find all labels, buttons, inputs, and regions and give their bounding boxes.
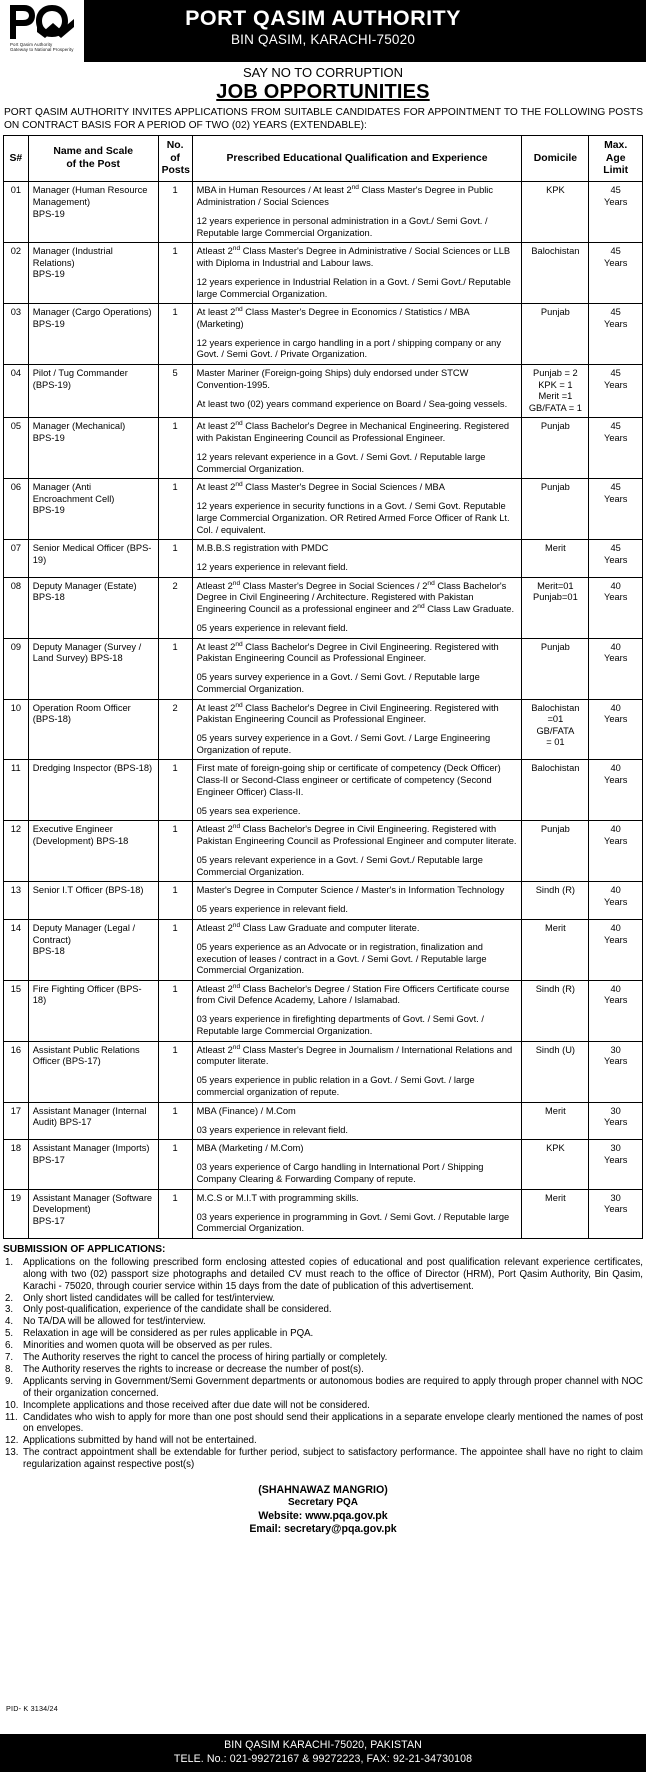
submission-section [3, 1243, 643, 1471]
rule-number: 12. [5, 1435, 19, 1447]
cell-no-of-posts: 1 [158, 980, 192, 1041]
rule-text: Candidates who wish to apply for more than one post should send their applications in a separate envelope clearly mentioned the names of post on envelopes. [23, 1411, 643, 1435]
submission-rule-item [3, 1304, 643, 1316]
col-header-post-line2: of the Post [66, 158, 120, 170]
rule-number: 6. [5, 1340, 14, 1352]
cell-domicile: KPK [522, 1140, 589, 1189]
rule-text: Incomplete applications and those received after due date will not be considered. [23, 1399, 370, 1411]
page-title: JOB OPPORTUNITIES [216, 81, 430, 103]
rule-text: The Authority reserves the right to cancel the process of hiring partially or completely. [23, 1352, 388, 1364]
table-header-row [4, 136, 643, 182]
submission-title: SUBMISSION OF APPLICATIONS: [3, 1243, 166, 1255]
cell-qualification: Master's Degree in Computer Science / Master's in Information Technology 05 years experience in relevant field. [192, 882, 522, 920]
logo-caption [5, 42, 79, 53]
cell-post-name: Senior Medical Officer (BPS-19) [28, 540, 158, 578]
cell-qualification: At least 2nd Class Master's Degree in Social Sciences / MBA 12 years experience in security functions in a Govt. / Semi Govt. Reputable large Commercial Organization. OR Retired Armed Force Officer of Rank Lt. Col. / equivalent. [192, 479, 522, 540]
cell-age-limit: 30 Years [589, 1140, 643, 1189]
cell-post-name: Manager (Human Resource Management) BPS-19 [28, 182, 158, 243]
cell-no-of-posts: 1 [158, 243, 192, 304]
rule-text: No TA/DA will be allowed for test/interview. [23, 1316, 206, 1328]
cell-domicile: Punjab [522, 821, 589, 882]
cell-no-of-posts: 1 [158, 821, 192, 882]
cell-age-limit: 40 Years [589, 760, 643, 821]
cell-age-limit: 40 Years [589, 919, 643, 980]
cell-age-limit: 40 Years [589, 821, 643, 882]
cell-age-limit: 45 Years [589, 182, 643, 243]
cell-no-of-posts: 5 [158, 365, 192, 418]
rule-text: Minorities and women quota will be observed as per rules. [23, 1340, 273, 1352]
intro-paragraph: PORT QASIM AUTHORITY INVITES APPLICATIONS FROM SUITABLE CANDIDATES FOR APPOINTMENT TO THE FOLLOWING POSTS ON CONTRACT BASIS FOR A PERIOD OF TWO (02) YEARS (EXTENDABLE): [4, 107, 643, 131]
cell-serial: 11 [4, 760, 29, 821]
cell-serial: 14 [4, 919, 29, 980]
submission-rule-item [3, 1435, 643, 1447]
cell-qualification: Atleast 2nd Class Master's Degree in Social Sciences / 2nd Class Bachelor's Degree in Civil Engineering / Architecture. Registered with Pakistan Engineering Council as a professional engineer and 2nd Class Law Graduate. 05 years experience in relevant field. [192, 577, 522, 638]
cell-no-of-posts: 1 [158, 882, 192, 920]
cell-domicile: Balochistan [522, 760, 589, 821]
table-row [4, 1140, 643, 1189]
col-header-post-line1: Name and Scale [53, 146, 134, 158]
table-row [4, 980, 643, 1041]
rule-number: 2. [5, 1292, 14, 1304]
rule-text: Applications submitted by hand will not be entertained. [23, 1435, 257, 1447]
cell-post-name: Deputy Manager (Legal / Contract) BPS-18 [28, 919, 158, 980]
cell-post-name: Deputy Manager (Survey / Land Survey) BPS-18 [28, 638, 158, 699]
cell-domicile: Merit [522, 1102, 589, 1140]
cell-no-of-posts: 2 [158, 577, 192, 638]
cell-no-of-posts: 1 [158, 1189, 192, 1238]
rule-number: 5. [5, 1328, 14, 1340]
table-row [4, 821, 643, 882]
col-header-post [28, 136, 158, 182]
table-row [4, 365, 643, 418]
website-line[interactable]: Website: www.pqa.gov.pk [258, 1509, 388, 1522]
anti-corruption-slogan: SAY NO TO CORRUPTION [242, 65, 404, 80]
table-row [4, 1041, 643, 1102]
cell-domicile: Punjab [522, 479, 589, 540]
rule-number: 9. [5, 1375, 14, 1387]
cell-domicile: Punjab [522, 638, 589, 699]
logo-caption-line2: Gateway to National Prosperity [10, 47, 74, 53]
cell-no-of-posts: 1 [158, 418, 192, 479]
cell-no-of-posts: 1 [158, 1102, 192, 1140]
table-row [4, 418, 643, 479]
table-row [4, 882, 643, 920]
cell-age-limit: 45 Years [589, 479, 643, 540]
cell-age-limit: 40 Years [589, 980, 643, 1041]
table-row [4, 479, 643, 540]
table-row [4, 699, 643, 760]
cell-serial: 10 [4, 699, 29, 760]
submission-rule-item [3, 1376, 643, 1400]
cell-serial: 01 [4, 182, 29, 243]
cell-domicile: Merit [522, 540, 589, 578]
cell-serial: 03 [4, 304, 29, 365]
cell-no-of-posts: 1 [158, 182, 192, 243]
cell-serial: 19 [4, 1189, 29, 1238]
cell-serial: 15 [4, 980, 29, 1041]
cell-post-name: Assistant Manager (Software Development) BPS-17 [28, 1189, 158, 1238]
cell-serial: 13 [4, 882, 29, 920]
table-row [4, 760, 643, 821]
cell-qualification: Atleast 2nd Class Bachelor's Degree in Civil Engineering. Registered with Pakistan Engineering Council as Professional Engineer and computer literate. 05 years relevant experience in a Govt. / Semi Govt./ Reputable large Commercial Organization. [192, 821, 522, 882]
col-header-posts-line1: No. [166, 140, 184, 152]
cell-domicile: Punjab [522, 304, 589, 365]
submission-rule-item [3, 1412, 643, 1436]
submission-rules-list [3, 1257, 643, 1471]
cell-qualification: At least 2nd Class Bachelor's Degree in Civil Engineering. Registered with Pakistan Engineering Council as Professional Engineer. 05 years survey experience in a Govt. / Semi Govt. / Reputable large Commercial Organization. [192, 638, 522, 699]
cell-serial: 12 [4, 821, 29, 882]
submission-rule-item [3, 1316, 643, 1328]
rule-number: 13. [5, 1447, 19, 1459]
rule-text: The contract appointment shall be extendable for further period, subject to satisfactory performance. The appointee shall have no right to claim regularization against respective post(s) [23, 1447, 643, 1471]
footer-address: BIN QASIM KARACHI-75020, PAKISTAN [224, 1739, 422, 1752]
logo-container [0, 0, 84, 62]
submission-rule-item [3, 1328, 643, 1340]
cell-age-limit: 45 Years [589, 418, 643, 479]
cell-post-name: Assistant Manager (Internal Audit) BPS-17 [28, 1102, 158, 1140]
cell-serial: 06 [4, 479, 29, 540]
cell-domicile: Sindh (R) [522, 882, 589, 920]
rule-number: 11. [5, 1411, 18, 1423]
col-header-posts-line3: Posts [161, 165, 190, 176]
col-header-age-limit [589, 136, 643, 182]
pid-reference: PID- K 3134/24 [6, 1704, 58, 1713]
cell-post-name: Deputy Manager (Estate) BPS-18 [28, 577, 158, 638]
submission-rule-item [3, 1352, 643, 1364]
cell-age-limit: 30 Years [589, 1189, 643, 1238]
cell-post-name: Dredging Inspector (BPS-18) [28, 760, 158, 821]
cell-no-of-posts: 2 [158, 699, 192, 760]
table-row [4, 182, 643, 243]
cell-qualification: M.B.B.S registration with PMDC 12 years experience in relevant field. [192, 540, 522, 578]
rule-number: 7. [5, 1352, 14, 1364]
submission-rule-item [3, 1400, 643, 1412]
cell-age-limit: 45 Years [589, 243, 643, 304]
rule-number: 4. [5, 1316, 14, 1328]
submission-rule-item [3, 1257, 643, 1293]
cell-serial: 16 [4, 1041, 29, 1102]
col-header-no-of-posts [158, 136, 192, 182]
col-header-domicile: Domicile [522, 136, 589, 182]
cell-post-name: Manager (Industrial Relations) BPS-19 [28, 243, 158, 304]
table-row [4, 243, 643, 304]
cell-domicile: Punjab [522, 418, 589, 479]
cell-post-name: Executive Engineer (Development) BPS-18 [28, 821, 158, 882]
cell-post-name: Manager (Cargo Operations) BPS-19 [28, 304, 158, 365]
footer-contact: TELE. No.: 021-99272167 & 99272223, FAX: 92-21-34730108 [173, 1752, 473, 1765]
col-header-qualification: Prescribed Educational Qualification and Experience [192, 136, 522, 182]
submission-rule-item [3, 1293, 643, 1305]
table-row [4, 540, 643, 578]
cell-serial: 09 [4, 638, 29, 699]
submission-rule-item [3, 1447, 643, 1471]
cell-qualification: Atleast 2nd Class Bachelor's Degree / Station Fire Officers Certificate course from Civil Defence Academy, Lahore / Islamabad. 03 years experience in firefighting departments of Govt. / Semi Govt. / Reputable large Commercial Organization. [192, 980, 522, 1041]
cell-qualification: Master Mariner (Foreign-going Ships) duly endorsed under STCW Convention-1995. At least two (02) years command experience on Board / Sea-going vessels. [192, 365, 522, 418]
cell-domicile: Merit=01 Punjab=01 [522, 577, 589, 638]
cell-qualification: M.C.S or M.I.T with programming skills. 03 years experience in programming in Govt. / Semi Govt. / Reputable large Commercial Organization. [192, 1189, 522, 1238]
cell-age-limit: 40 Years [589, 577, 643, 638]
table-row [4, 304, 643, 365]
table-row [4, 919, 643, 980]
cell-qualification: Atleast 2nd Class Master's Degree in Administrative / Social Sciences or LLB with Diploma in Industrial and Labour laws. 12 years experience in Industrial Relation in a Govt. / Semi Govt./ Reputable large Commercial Organization. [192, 243, 522, 304]
cell-serial: 08 [4, 577, 29, 638]
cell-age-limit: 30 Years [589, 1041, 643, 1102]
page-footer [0, 1734, 646, 1772]
table-row [4, 638, 643, 699]
cell-post-name: Manager (Mechanical) BPS-19 [28, 418, 158, 479]
cell-post-name: Assistant Public Relations Officer (BPS-17) [28, 1041, 158, 1102]
submission-rule-item [3, 1340, 643, 1352]
rule-text: Only post-qualification, experience of the candidate shall be considered. [23, 1304, 332, 1316]
cell-qualification: Atleast 2nd Class Law Graduate and computer literate. 05 years experience as an Advocate or in registration, finalization and execution of leases / contract in a Govt. / Semi Govt. / Reputable large Commercial Organization. [192, 919, 522, 980]
table-row [4, 1189, 643, 1238]
cell-qualification: Atleast 2nd Class Master's Degree in Journalism / International Relations and computer literate. 05 years experience in public relation in a Govt. / Semi Govt. / large commercial organization of repute. [192, 1041, 522, 1102]
cell-no-of-posts: 1 [158, 540, 192, 578]
submission-rule-item [3, 1364, 643, 1376]
rule-text: Applicants serving in Government/Semi Government departments or autonomous bodies are required to apply through proper channel with NOC of their organization concerned. [23, 1375, 643, 1399]
email-line[interactable]: Email: secretary@pqa.gov.pk [249, 1523, 397, 1536]
table-row [4, 577, 643, 638]
cell-no-of-posts: 1 [158, 304, 192, 365]
cell-serial: 04 [4, 365, 29, 418]
rule-number: 1. [5, 1256, 14, 1268]
cell-age-limit: 40 Years [589, 638, 643, 699]
rule-text: Only short listed candidates will be called for test/interview. [23, 1292, 275, 1304]
rule-text: Applications on the following prescribed form enclosing attested copies of educational and post qualification relevant experience certificates, along with two (02) passport size photographs and detailed CV must reach to the office of Director (HRM), Port Qasim Authority, Bin Qasim, Karachi - 75020, through courier service within 15 days from the date of publication of this advertisement. [23, 1256, 643, 1292]
cell-qualification: MBA in Human Resources / At least 2nd Class Master's Degree in Public Administration / Social Sciences 12 years experience in personal administration in a Govt./ Semi Govt. / Reputable large Commercial Organization. [192, 182, 522, 243]
cell-qualification: First mate of foreign-going ship or certificate of competency (Deck Officer) Class-II or Second-Class engineer or certificate of competency (Second Engineer Officer) Class-II. 05 years sea experience. [192, 760, 522, 821]
cell-domicile: KPK [522, 182, 589, 243]
col-header-age-line2: Age Limit [603, 152, 629, 176]
cell-qualification: MBA (Marketing / M.Com) 03 years experience of Cargo handling in International Port / Shipping Company Clearing & Forwarding Company of repute. [192, 1140, 522, 1189]
col-header-posts-line2: of [170, 152, 180, 164]
signatory-name: (SHAHNAWAZ MANGRIO) [258, 1484, 388, 1497]
cell-domicile: Merit [522, 1189, 589, 1238]
cell-post-name: Manager (Anti Encroachment Cell) BPS-19 [28, 479, 158, 540]
rule-text: Relaxation in age will be considered as per rules applicable in PQA. [23, 1328, 314, 1340]
cell-domicile: Sindh (U) [522, 1041, 589, 1102]
signature-block [0, 1484, 646, 1536]
cell-post-name: Senior I.T Officer (BPS-18) [28, 882, 158, 920]
cell-serial: 02 [4, 243, 29, 304]
cell-no-of-posts: 1 [158, 479, 192, 540]
table-row [4, 1102, 643, 1140]
cell-no-of-posts: 1 [158, 1041, 192, 1102]
cell-post-name: Assistant Manager (Imports) BPS-17 [28, 1140, 158, 1189]
job-posts-table [3, 135, 643, 1239]
rule-number: 3. [5, 1304, 14, 1316]
cell-qualification: At least 2nd Class Master's Degree in Economics / Statistics / MBA (Marketing) 12 years experience in cargo handling in a port / shipping company or any Govt. / Semi Govt. / Private Organization. [192, 304, 522, 365]
col-header-serial: S# [4, 136, 29, 182]
cell-serial: 18 [4, 1140, 29, 1189]
logo-caption-line1: Port Qasim Authority [10, 42, 53, 47]
cell-age-limit: 30 Years [589, 1102, 643, 1140]
cell-domicile: Sindh (R) [522, 980, 589, 1041]
cell-post-name: Operation Room Officer (BPS-18) [28, 699, 158, 760]
page-header [0, 0, 646, 62]
cell-domicile: Punjab = 2 KPK = 1 Merit =1 GB/FATA = 1 [522, 365, 589, 418]
cell-qualification: MBA (Finance) / M.Com 03 years experience in relevant field. [192, 1102, 522, 1140]
signatory-role: Secretary PQA [287, 1497, 359, 1509]
cell-serial: 17 [4, 1102, 29, 1140]
organization-address: BIN QASIM, KARACHI-75020 [230, 32, 416, 47]
cell-post-name: Fire Fighting Officer (BPS-18) [28, 980, 158, 1041]
cell-age-limit: 45 Years [589, 365, 643, 418]
banner [0, 62, 646, 104]
cell-qualification: At least 2nd Class Bachelor's Degree in Mechanical Engineering. Registered with Pakistan Engineering Council as Professional Engineer. 12 years relevant experience in a Govt. / Semi Govt. / Reputable large Commercial Organization. [192, 418, 522, 479]
rule-text: The Authority reserves the rights to increase or decrease the number of post(s). [23, 1363, 364, 1375]
rule-number: 10. [5, 1399, 19, 1411]
organization-name: PORT QASIM AUTHORITY [185, 6, 461, 30]
cell-no-of-posts: 1 [158, 1140, 192, 1189]
cell-domicile: Balochistan [522, 243, 589, 304]
cell-no-of-posts: 1 [158, 638, 192, 699]
cell-no-of-posts: 1 [158, 760, 192, 821]
cell-age-limit: 40 Years [589, 699, 643, 760]
cell-domicile: Merit [522, 919, 589, 980]
cell-age-limit: 40 Years [589, 882, 643, 920]
cell-age-limit: 45 Years [589, 304, 643, 365]
cell-serial: 07 [4, 540, 29, 578]
header-text [84, 0, 646, 62]
cell-serial: 05 [4, 418, 29, 479]
col-header-age-line1: Max. [604, 140, 628, 152]
rule-number: 8. [5, 1363, 14, 1375]
cell-domicile: Balochistan =01 GB/FATA = 01 [522, 699, 589, 760]
cell-no-of-posts: 1 [158, 919, 192, 980]
cell-qualification: At least 2nd Class Bachelor's Degree in Civil Engineering. Registered with Pakistan Engineering Council as Professional Engineer. 05 years survey experience in a Govt. / Semi Govt. / Large Engineering Organization of repute. [192, 699, 522, 760]
cell-post-name: Pilot / Tug Commander (BPS-19) [28, 365, 158, 418]
cell-age-limit: 45 Years [589, 540, 643, 578]
pqa-wave-logo-icon [4, 2, 80, 42]
